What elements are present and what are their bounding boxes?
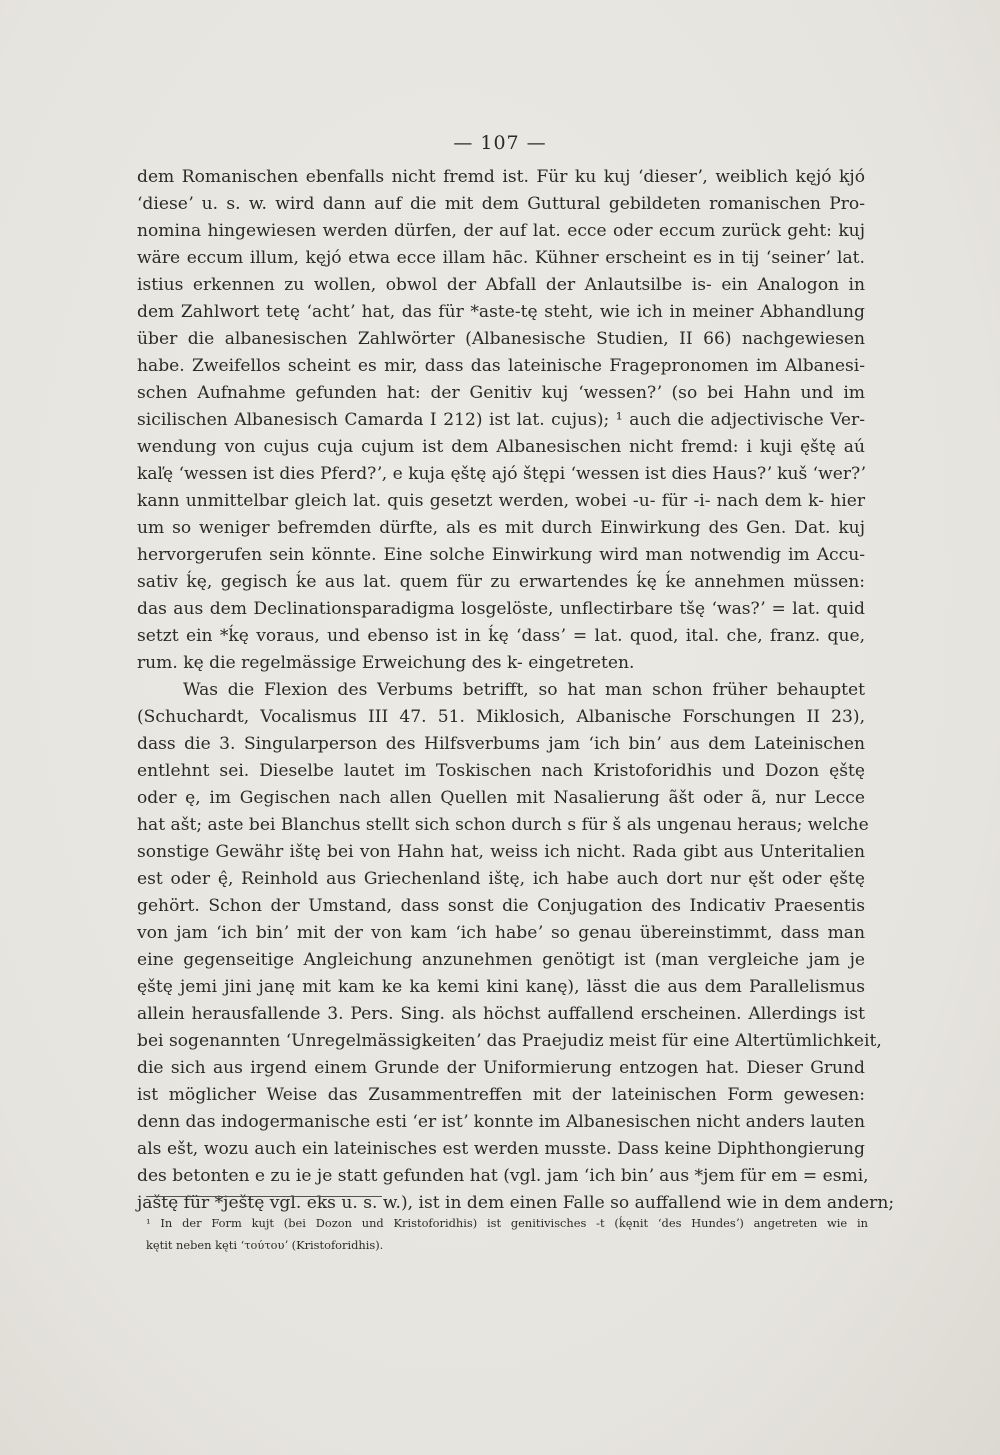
text-line: über die albanesischen Zahlwörter (Albanesische Studien, II 66) nachgewiesen xyxy=(137,329,865,349)
footnote-line: kętit neben kęti ʻτούτουʼ (Kristoforidhis). xyxy=(146,1238,384,1252)
text-line: als ešt, wozu auch ein lateinisches est werden musste. Dass keine Diphthongierung xyxy=(137,1139,865,1159)
text-line: sativ ḱę, gegisch ḱe aus lat. quem für zu erwartendes ḱę ḱe annehmen müssen: xyxy=(137,572,865,592)
text-line: das aus dem Declinationsparadigma losgelöste, unflectirbare tšę ʻwas?ʼ = lat. quid xyxy=(137,599,865,619)
text-line: dem Romanischen ebenfalls nicht fremd ist. Für ku kuj ʻdieserʼ, weiblich kęjó kjó xyxy=(137,167,865,187)
page-number: — 107 — xyxy=(453,132,547,154)
text-line: dem Zahlwort tetę ʻachtʼ hat, das für *aste-tę steht, wie ich in meiner Abhandlung xyxy=(137,302,865,322)
text-line: die sich aus irgend einem Grunde der Uniformierung entzogen hat. Dieser Grund xyxy=(137,1058,865,1078)
text-line: jaštę für *ještę vgl. eks u. s. w.), ist in dem einen Falle so auffallend wie in dem andern; xyxy=(137,1193,895,1213)
text-line: gehört. Schon der Umstand, dass sonst die Conjugation des Indicativ Praesentis xyxy=(137,896,865,916)
text-line: allein herausfallende 3. Pers. Sing. als höchst auffallend erscheinen. Allerdings ist xyxy=(137,1004,865,1024)
text-line: ʻdieseʼ u. s. w. wird dann auf die mit dem Guttural gebildeten romanischen Pro- xyxy=(137,194,865,214)
text-line: sonstige Gewähr ištę bei von Hahn hat, weiss ich nicht. Rada gibt aus Unteritalien xyxy=(137,842,865,862)
text-line: wendung von cujus cuja cujum ist dem Albanesischen nicht fremd: i kuji ęštę aú xyxy=(137,437,865,457)
text-line: dass die 3. Singularperson des Hilfsverbums jam ʻich binʼ aus dem Lateinischen xyxy=(137,734,865,754)
text-line: est oder ę̂, Reinhold aus Griechenland ištę, ich habe auch dort nur ęšt oder ęštę xyxy=(137,869,865,889)
text-line: ęštę jemi jini janę mit kam ke ka kemi kini kanę), lässt die aus dem Parallelismus xyxy=(137,977,865,997)
text-line: kaľę ʻwessen ist dies Pferd?ʼ, e kuja ęštę ajó štępi ʻwessen ist dies Haus?ʼ kuš ʻwer?ʼ xyxy=(137,464,866,484)
text-line: setzt ein *ḱę voraus, und ebenso ist in ḱę ʻdassʼ = lat. quod, ital. che, franz. que, xyxy=(137,626,865,646)
text-line: denn das indogermanische esti ʻer istʼ konnte im Albanesischen nicht anders lauten xyxy=(137,1112,865,1132)
text-line: des betonten e zu ie je statt gefunden hat (vgl. jam ʻich binʼ aus *jem für em = esmi, xyxy=(137,1166,869,1186)
text-line: von jam ʻich binʼ mit der von kam ʻich habeʼ so genau übereinstimmt, dass man xyxy=(137,923,865,943)
text-line: hat ašt; aste bei Blanchus stellt sich schon durch s für š als ungenau heraus; welche xyxy=(137,815,869,835)
text-line: sicilischen Albanesisch Camarda I 212) ist lat. cujus); ¹ auch die adjectivische Ver- xyxy=(137,410,865,430)
text-line: (Schuchardt, Vocalismus III 47. 51. Miklosich, Albanische Forschungen II 23), xyxy=(137,707,865,727)
body-text xyxy=(137,164,895,1217)
text-line: habe. Zweifellos scheint es mir, dass das lateinische Fragepronomen im Albanesi- xyxy=(137,356,865,376)
text-line: schen Aufnahme gefunden hat: der Genitiv kuj ʻwessen?ʼ (so bei Hahn und im xyxy=(137,383,865,403)
footnote-divider xyxy=(146,1196,382,1197)
text-line: Was die Flexion des Verbums betrifft, so hat man schon früher behauptet xyxy=(183,680,865,700)
footnote-line: ¹ In der Form kujt (bei Dozon und Kristoforidhis) ist genitivisches -t (ḱęnit ʻdes Hundesʼ) angetreten wie in xyxy=(146,1216,868,1230)
text-line: nomina hingewiesen werden dürfen, der auf lat. ecce oder eccum zurück geht: kuj xyxy=(137,221,865,241)
text-line: eine gegenseitige Angleichung anzunehmen genötigt ist (man vergleiche jam je xyxy=(137,950,865,970)
text-line: oder ę, im Gegischen nach allen Quellen mit Nasalierung ãšt oder ã, nur Lecce xyxy=(137,788,865,808)
text-line: istius erkennen zu wollen, obwol der Abfall der Anlautsilbe is- ein Analogon in xyxy=(137,275,865,295)
text-line: wäre eccum illum, kęjó etwa ecce illam hāc. Kühner erscheint es in tij ʻseinerʼ lat. xyxy=(137,248,865,268)
text-line: bei sogenannten ʻUnregelmässigkeitenʼ das Praejudiz meist für eine Altertümlichkeit, xyxy=(137,1031,882,1051)
footnote xyxy=(146,1212,868,1256)
text-line: rum. kę die regelmässige Erweichung des k- eingetreten. xyxy=(137,653,635,673)
text-line: entlehnt sei. Dieselbe lautet im Toskischen nach Kristoforidhis und Dozon ęštę xyxy=(137,761,865,781)
text-line: ist möglicher Weise das Zusammentreffen mit der lateinischen Form gewesen: xyxy=(137,1085,865,1105)
text-line: um so weniger befremden dürfte, als es mit durch Einwirkung des Gen. Dat. kuj xyxy=(137,518,865,538)
text-line: hervorgerufen sein könnte. Eine solche Einwirkung wird man notwendig im Accu- xyxy=(137,545,865,565)
text-line: kann unmittelbar gleich lat. quis gesetzt werden, wobei -u- für -i- nach dem k- hier xyxy=(137,491,865,511)
